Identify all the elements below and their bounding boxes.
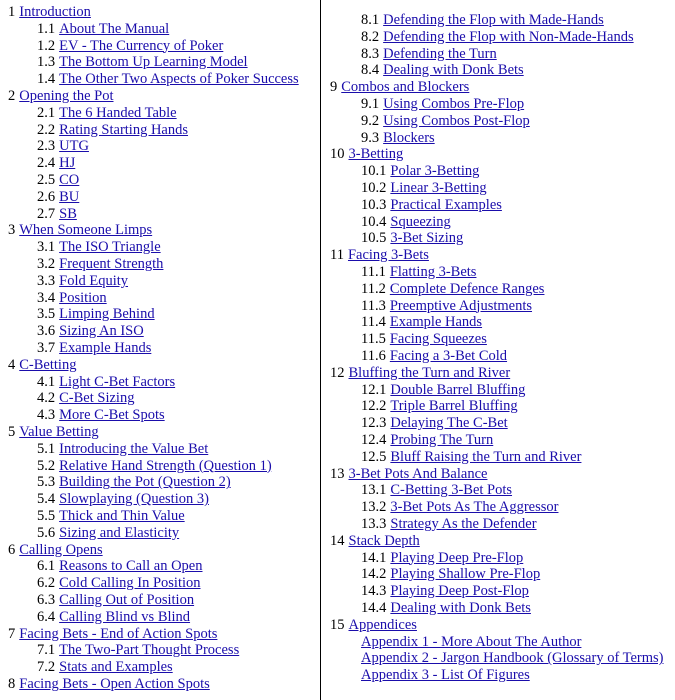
toc-link-appendix-1-more-about-the-author[interactable]: Appendix 1 - More About The Author (361, 633, 582, 650)
toc-number: 5.6 (37, 524, 56, 541)
toc-section (361, 264, 476, 281)
toc-link-the-other-two-aspects-of-poker-success[interactable]: The Other Two Aspects of Poker Success (59, 71, 299, 88)
toc-number: 3.7 (37, 340, 56, 356)
toc-number: 2.1 (37, 104, 56, 121)
toc-link-introduction[interactable]: Introduction (19, 4, 91, 20)
toc-link-c-betting[interactable]: C-Betting (19, 356, 77, 373)
toc-number: 4.1 (37, 373, 56, 390)
toc-section (361, 600, 531, 617)
toc-link-linear-3-betting[interactable]: Linear 3-Betting (390, 180, 487, 196)
toc-link-triple-barrel-bluffing[interactable]: Triple Barrel Bluffing (390, 398, 518, 415)
toc-number: 3.4 (37, 289, 56, 306)
toc-link-bu[interactable]: BU (59, 188, 80, 205)
toc-link-hj[interactable]: HJ (59, 155, 76, 172)
toc-link-the-6-handed-table[interactable]: The 6 Handed Table (59, 104, 177, 121)
toc-link-double-barrel-bluffing[interactable]: Double Barrel Bluffing (390, 381, 526, 398)
toc-link-rating-starting-hands[interactable]: Rating Starting Hands (59, 121, 189, 138)
toc-section (37, 21, 169, 38)
toc-link-stack-depth[interactable]: Stack Depth (348, 532, 420, 549)
toc-section (361, 482, 512, 499)
toc-link-delaying-the-c-bet[interactable]: Delaying The C-Bet (390, 415, 508, 432)
toc-number: 1.3 (37, 54, 56, 71)
toc-number: 10 (330, 146, 345, 163)
toc-section (37, 54, 248, 71)
toc-link-sizing-and-elasticity[interactable]: Sizing and Elasticity (59, 524, 180, 541)
toc-number: 9.2 (361, 112, 380, 129)
toc-section (361, 382, 525, 399)
toc-link-appendix-3-list-of-figures[interactable]: Appendix 3 - List Of Figures (361, 667, 530, 684)
toc-link-stats-and-examples[interactable]: Stats and Examples (59, 659, 173, 676)
toc-section (361, 650, 664, 667)
toc-link-more-c-bet-spots[interactable]: More C-Bet Spots (59, 407, 165, 424)
toc-number: 13.3 (361, 516, 387, 532)
toc-section (37, 659, 173, 676)
toc-section (37, 206, 77, 223)
toc-section (37, 474, 231, 491)
toc-section (361, 298, 532, 315)
toc-section (37, 38, 223, 55)
toc-link-dealing-with-donk-bets[interactable]: Dealing with Donk Bets (383, 62, 524, 79)
toc-section (361, 113, 530, 130)
toc-number: 6 (8, 541, 16, 558)
toc-number: 7.1 (37, 642, 56, 659)
toc-section (37, 609, 190, 626)
toc-link-the-two-part-thought-process[interactable]: The Two-Part Thought Process (59, 642, 240, 659)
toc-section (37, 390, 134, 407)
toc-number: 12.5 (361, 448, 387, 465)
toc-link-bluff-raising-the-turn-and-river[interactable]: Bluff Raising the Turn and River (390, 448, 582, 465)
toc-link-fold-equity[interactable]: Fold Equity (59, 272, 129, 289)
toc-section (361, 12, 604, 29)
toc-section (361, 566, 540, 583)
toc-section (37, 239, 161, 256)
toc-number: 11.1 (361, 264, 386, 280)
toc-number: 10.3 (361, 196, 387, 213)
toc-number: 3.3 (37, 272, 56, 289)
toc-section (37, 592, 194, 609)
toc-link-defending-the-flop-with-non-made-hands[interactable]: Defending the Flop with Non-Made-Hands (383, 28, 634, 45)
toc-number: 8.3 (361, 45, 380, 62)
toc-number: 13 (330, 465, 345, 482)
toc-chapter (8, 676, 210, 693)
toc-link-probing-the-turn[interactable]: Probing The Turn (390, 432, 494, 448)
toc-section (37, 189, 79, 206)
toc-section (37, 642, 239, 659)
toc-section (361, 180, 487, 197)
toc-number: 12.1 (361, 381, 387, 398)
toc-left-column (0, 0, 321, 700)
toc-link-polar-3-betting[interactable]: Polar 3-Betting (390, 163, 480, 180)
toc-section (37, 407, 165, 424)
toc-number: 6.1 (37, 558, 56, 575)
toc-number: 14.4 (361, 600, 387, 616)
toc-number: 6.4 (37, 608, 56, 625)
toc-number: 11.2 (361, 280, 386, 297)
toc-link-appendices[interactable]: Appendices (348, 616, 417, 633)
toc-number: 3.1 (37, 239, 56, 256)
toc-section (361, 550, 523, 567)
toc-section (37, 558, 203, 575)
toc-link-c-bet-sizing[interactable]: C-Bet Sizing (59, 390, 135, 407)
toc-number: 2.7 (37, 205, 56, 222)
toc-section (361, 96, 524, 113)
toc-number: 13.2 (361, 499, 387, 516)
toc-link-facing-bets-end-of-action-spots[interactable]: Facing Bets - End of Action Spots (19, 625, 218, 642)
toc-number: 12.4 (361, 432, 387, 448)
toc-number: 6.2 (37, 575, 56, 592)
toc-number: 2.3 (37, 138, 56, 155)
toc-link-when-someone-limps[interactable]: When Someone Limps (19, 222, 153, 239)
toc-number: 11.5 (361, 331, 386, 348)
toc-number: 9.1 (361, 96, 380, 112)
toc-number: 15 (330, 616, 345, 633)
toc-link-appendix-2-jargon-handbook-glossary-of-terms[interactable]: Appendix 2 - Jargon Handbook (Glossary of Terms) (361, 650, 664, 667)
toc-number: 10.5 (361, 230, 387, 247)
toc-link-position[interactable]: Position (59, 289, 107, 306)
toc-section (361, 499, 558, 516)
toc-link-opening-the-pot[interactable]: Opening the Pot (19, 88, 114, 104)
toc-section (37, 290, 107, 307)
toc-link-practical-examples[interactable]: Practical Examples (390, 196, 502, 213)
toc-number: 9 (330, 79, 338, 96)
toc-number: 1.4 (37, 71, 56, 88)
toc-link-flatting-3-bets[interactable]: Flatting 3-Bets (389, 264, 477, 280)
toc-section (361, 314, 482, 331)
toc-number: 3.2 (37, 256, 56, 272)
toc-number: 4.3 (37, 407, 56, 424)
toc-number: 8.2 (361, 28, 380, 45)
toc-link-using-combos-post-flop[interactable]: Using Combos Post-Flop (383, 112, 530, 129)
toc-number: 2.2 (37, 121, 56, 138)
toc-number: 11 (330, 247, 344, 264)
toc-chapter (330, 146, 403, 163)
toc-section (37, 138, 89, 155)
toc-number: 3 (8, 222, 16, 239)
toc-link-blockers[interactable]: Blockers (383, 129, 435, 146)
toc-chapter (8, 357, 76, 374)
toc-link-c-betting-3-bet-pots[interactable]: C-Betting 3-Bet Pots (390, 482, 513, 499)
toc-link-strategy-as-the-defender[interactable]: Strategy As the Defender (390, 516, 537, 532)
toc-section (37, 273, 128, 290)
toc-link-combos-and-blockers[interactable]: Combos and Blockers (341, 79, 470, 96)
toc-link-3-bet-pots-and-balance[interactable]: 3-Bet Pots And Balance (348, 465, 488, 482)
toc-link-using-combos-pre-flop[interactable]: Using Combos Pre-Flop (383, 96, 525, 112)
toc-section (361, 230, 463, 247)
toc-link-playing-shallow-pre-flop[interactable]: Playing Shallow Pre-Flop (390, 566, 541, 583)
toc-number: 8.4 (361, 62, 380, 79)
toc-section (361, 130, 435, 147)
toc-section (37, 458, 272, 475)
toc-number: 2.5 (37, 172, 56, 188)
toc-number: 13.1 (361, 482, 387, 499)
toc-chapter (330, 247, 429, 264)
toc-section (361, 29, 634, 46)
toc-link-3-betting[interactable]: 3-Betting (348, 146, 404, 163)
toc-number: 12.3 (361, 415, 387, 432)
toc-number: 14 (330, 532, 345, 549)
toc-number: 2 (8, 88, 16, 104)
toc-link-thick-and-thin-value[interactable]: Thick and Thin Value (59, 508, 185, 524)
toc-number: 10.4 (361, 213, 387, 230)
toc-link-3-bet-pots-as-the-aggressor[interactable]: 3-Bet Pots As The Aggressor (390, 499, 559, 516)
toc-link-cold-calling-in-position[interactable]: Cold Calling In Position (59, 575, 201, 592)
toc-number: 14.2 (361, 566, 387, 583)
toc-link-facing-a-3-bet-cold[interactable]: Facing a 3-Bet Cold (389, 348, 508, 364)
toc-section (37, 155, 75, 172)
toc-number: 11.4 (361, 314, 386, 331)
toc-link-utg[interactable]: UTG (59, 138, 89, 155)
toc-chapter (8, 222, 152, 239)
toc-section (361, 449, 581, 466)
toc-link-calling-out-of-position[interactable]: Calling Out of Position (59, 592, 195, 608)
toc-number: 1 (8, 4, 16, 20)
toc-link-about-the-manual[interactable]: About The Manual (59, 20, 170, 37)
toc-section (361, 432, 493, 449)
toc-number: 3.5 (37, 306, 56, 323)
toc-number: 14.3 (361, 583, 387, 600)
toc-section (37, 256, 163, 273)
toc-section (361, 197, 502, 214)
toc-number: 6.3 (37, 592, 56, 608)
toc-number: 8 (8, 676, 16, 692)
toc-link-reasons-to-call-an-open[interactable]: Reasons to Call an Open (59, 558, 203, 575)
toc-chapter (330, 533, 420, 550)
toc-section (361, 634, 581, 651)
toc-section (361, 163, 479, 180)
toc-number: 5.5 (37, 508, 56, 524)
toc-section (37, 306, 155, 323)
toc-link-co[interactable]: CO (59, 172, 80, 188)
toc-link-value-betting[interactable]: Value Betting (19, 424, 99, 440)
toc-section (361, 348, 507, 365)
toc-number: 1.2 (37, 37, 56, 54)
toc-link-building-the-pot-question-2[interactable]: Building the Pot (Question 2) (59, 474, 231, 491)
toc-link-defending-the-turn[interactable]: Defending the Turn (383, 45, 497, 62)
toc-chapter (8, 626, 217, 643)
toc-chapter (330, 617, 417, 634)
toc-section (37, 122, 188, 139)
toc-link-squeezing[interactable]: Squeezing (390, 213, 451, 230)
toc-number: 1.1 (37, 20, 56, 37)
toc-section (361, 281, 544, 298)
toc-link-example-hands[interactable]: Example Hands (389, 314, 483, 331)
toc-number: 5 (8, 424, 16, 440)
toc-section (361, 667, 530, 684)
toc-number: 9.3 (361, 129, 380, 146)
toc-section (37, 525, 179, 542)
toc-chapter (330, 466, 487, 483)
toc-link-relative-hand-strength-question-1[interactable]: Relative Hand Strength (Question 1) (59, 457, 272, 474)
toc-section (361, 415, 508, 432)
toc-link-facing-3-bets[interactable]: Facing 3-Bets (347, 247, 429, 264)
toc-chapter (330, 365, 510, 382)
toc-number: 11.3 (361, 297, 386, 314)
toc-link-the-bottom-up-learning-model[interactable]: The Bottom Up Learning Model (59, 54, 248, 71)
toc-number: 14.1 (361, 549, 387, 566)
toc-number: 12 (330, 364, 345, 381)
toc-link-playing-deep-post-flop[interactable]: Playing Deep Post-Flop (390, 583, 529, 600)
toc-number: 5.2 (37, 457, 56, 474)
toc-link-the-iso-triangle[interactable]: The ISO Triangle (59, 239, 161, 256)
toc-link-introducing-the-value-bet[interactable]: Introducing the Value Bet (59, 440, 209, 457)
toc-section (37, 105, 177, 122)
toc-section (361, 331, 487, 348)
toc-number: 4 (8, 356, 16, 373)
toc-link-calling-blind-vs-blind[interactable]: Calling Blind vs Blind (59, 608, 191, 625)
toc-link-calling-opens[interactable]: Calling Opens (19, 541, 103, 558)
toc-section (361, 516, 537, 533)
toc-section (37, 71, 299, 88)
toc-link-3-bet-sizing[interactable]: 3-Bet Sizing (390, 230, 464, 247)
toc-section (361, 583, 529, 600)
toc-section (37, 441, 208, 458)
toc-link-playing-deep-pre-flop[interactable]: Playing Deep Pre-Flop (390, 549, 524, 566)
toc-section (37, 491, 209, 508)
toc-chapter (8, 542, 103, 559)
toc-number: 8.1 (361, 12, 380, 28)
toc-link-limping-behind[interactable]: Limping Behind (59, 306, 155, 323)
toc-link-bluffing-the-turn-and-river[interactable]: Bluffing the Turn and River (348, 364, 511, 381)
toc-section (37, 575, 201, 592)
toc-link-light-c-bet-factors[interactable]: Light C-Bet Factors (59, 373, 176, 390)
toc-link-ev-the-currency-of-poker[interactable]: EV - The Currency of Poker (59, 37, 224, 54)
toc-link-defending-the-flop-with-made-hands[interactable]: Defending the Flop with Made-Hands (383, 12, 604, 28)
toc-number: 3.6 (37, 323, 56, 340)
toc-link-sb[interactable]: SB (59, 205, 77, 222)
toc-chapter (8, 88, 114, 105)
toc-section (37, 340, 151, 357)
toc-section (361, 398, 518, 415)
toc-number: 5.3 (37, 474, 56, 491)
toc-chapter (8, 424, 99, 441)
toc-section (361, 62, 524, 79)
toc-number: 11.6 (361, 348, 386, 364)
toc-number: 12.2 (361, 398, 387, 415)
toc-section (361, 46, 497, 63)
toc-number: 5.4 (37, 491, 56, 508)
toc-number: 5.1 (37, 440, 56, 457)
toc-section (37, 323, 144, 340)
toc-link-frequent-strength[interactable]: Frequent Strength (59, 256, 164, 272)
toc-number: 2.6 (37, 188, 56, 205)
toc-link-preemptive-adjustments[interactable]: Preemptive Adjustments (389, 297, 533, 314)
toc-number: 10.2 (361, 180, 387, 196)
toc-number: 4.2 (37, 390, 56, 407)
toc-link-example-hands[interactable]: Example Hands (59, 340, 152, 356)
toc-chapter (8, 4, 91, 21)
toc-link-sizing-an-iso[interactable]: Sizing An ISO (59, 323, 144, 340)
toc-number: 7 (8, 625, 16, 642)
toc-number: 10.1 (361, 163, 387, 180)
toc-right-column (322, 0, 675, 700)
toc-number: 2.4 (37, 155, 56, 172)
toc-section (37, 508, 185, 525)
toc-link-dealing-with-donk-bets[interactable]: Dealing with Donk Bets (390, 600, 531, 616)
toc-link-facing-squeezes[interactable]: Facing Squeezes (389, 331, 487, 348)
toc-chapter (330, 79, 469, 96)
toc-link-facing-bets-open-action-spots[interactable]: Facing Bets - Open Action Spots (19, 676, 210, 692)
toc-section (37, 374, 175, 391)
toc-link-complete-defence-ranges[interactable]: Complete Defence Ranges (389, 280, 545, 297)
toc-section (37, 172, 79, 189)
toc-section (361, 214, 451, 231)
toc-link-slowplaying-question-3[interactable]: Slowplaying (Question 3) (59, 491, 209, 508)
toc-number: 7.2 (37, 659, 56, 676)
